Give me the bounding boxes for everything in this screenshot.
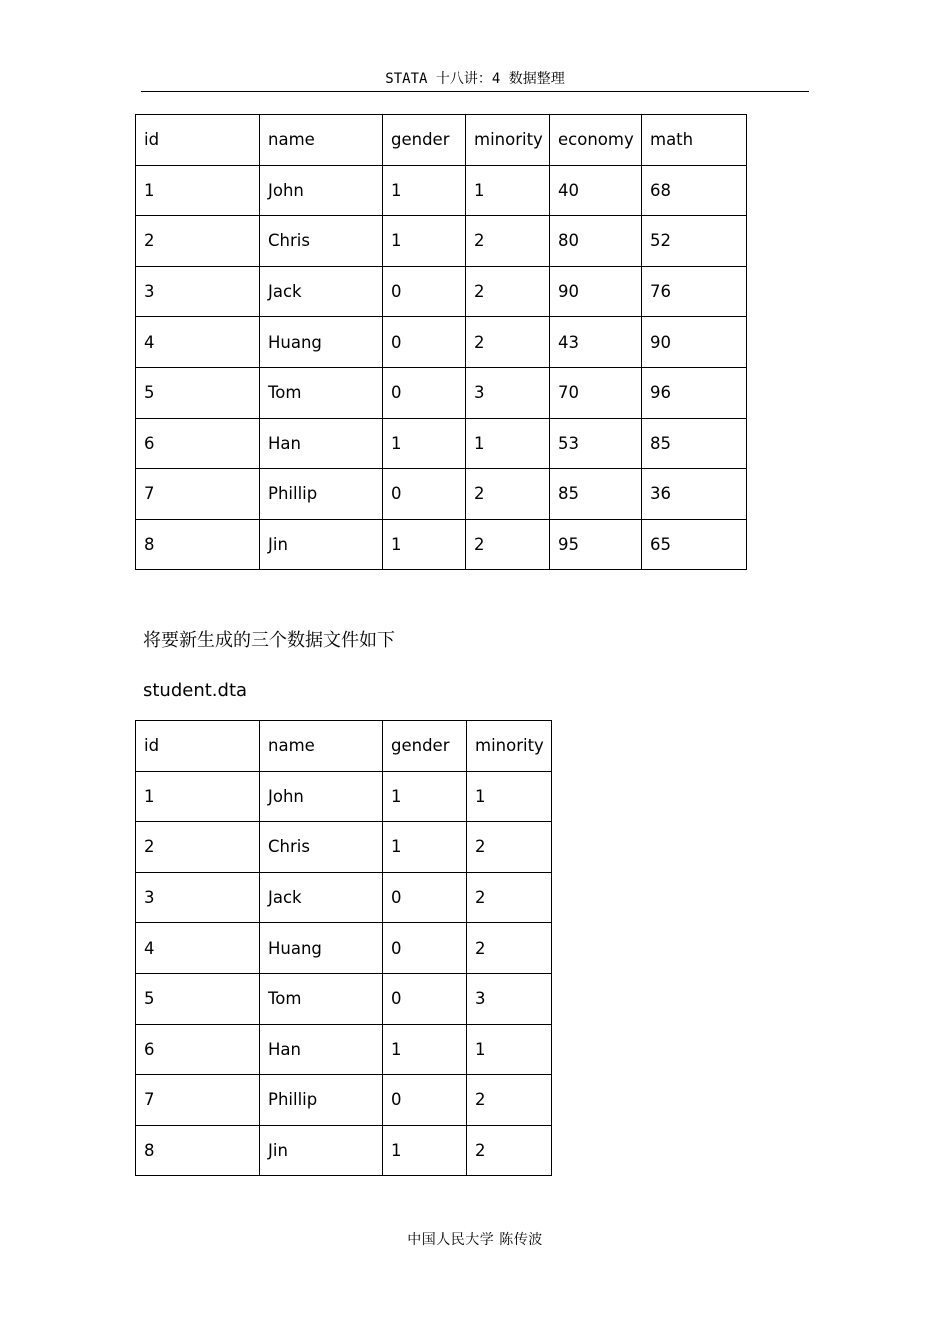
column-header-id: id — [136, 721, 260, 772]
cell-name: Huang — [260, 317, 383, 368]
cell-minority: 2 — [467, 1075, 552, 1126]
cell-gender: 0 — [383, 266, 466, 317]
cell-gender: 1 — [383, 1024, 467, 1075]
cell-minority: 2 — [466, 266, 550, 317]
cell-math: 90 — [642, 317, 747, 368]
cell-math: 52 — [642, 216, 747, 267]
cell-name: John — [260, 165, 383, 216]
column-header-economy: economy — [550, 115, 642, 166]
cell-name: Jack — [260, 872, 383, 923]
table-row — [136, 973, 552, 1024]
cell-name: Huang — [260, 923, 383, 974]
table-header-row — [136, 115, 747, 166]
cell-minority: 3 — [466, 367, 550, 418]
cell-minority: 2 — [466, 469, 550, 520]
cell-gender: 0 — [383, 973, 467, 1024]
cell-id: 8 — [136, 1125, 260, 1176]
cell-economy: 90 — [550, 266, 642, 317]
cell-name: Jin — [260, 1125, 383, 1176]
cell-id: 6 — [136, 1024, 260, 1075]
column-header-id: id — [136, 115, 260, 166]
column-header-gender: gender — [383, 721, 467, 772]
cell-name: Chris — [260, 216, 383, 267]
student-data-table — [135, 720, 552, 1176]
table-row — [136, 519, 747, 570]
table-row — [136, 771, 552, 822]
table-row — [136, 1075, 552, 1126]
table-row — [136, 469, 747, 520]
cell-economy: 85 — [550, 469, 642, 520]
table-row — [136, 822, 552, 873]
cell-math: 76 — [642, 266, 747, 317]
cell-id: 3 — [136, 266, 260, 317]
table-row — [136, 1125, 552, 1176]
cell-minority: 1 — [467, 1024, 552, 1075]
cell-minority: 1 — [466, 165, 550, 216]
cell-gender: 1 — [383, 216, 466, 267]
cell-gender: 0 — [383, 367, 466, 418]
cell-minority: 2 — [467, 1125, 552, 1176]
cell-minority: 2 — [466, 317, 550, 368]
cell-name: Jack — [260, 266, 383, 317]
cell-economy: 95 — [550, 519, 642, 570]
cell-gender: 1 — [383, 165, 466, 216]
cell-minority: 3 — [467, 973, 552, 1024]
cell-name: Han — [260, 418, 383, 469]
column-header-gender: gender — [383, 115, 466, 166]
cell-id: 3 — [136, 872, 260, 923]
cell-id: 5 — [136, 367, 260, 418]
cell-gender: 0 — [383, 469, 466, 520]
column-header-name: name — [260, 115, 383, 166]
cell-economy: 80 — [550, 216, 642, 267]
cell-gender: 0 — [383, 923, 467, 974]
table-row — [136, 317, 747, 368]
table-row — [136, 266, 747, 317]
cell-id: 4 — [136, 317, 260, 368]
table-header-row — [136, 721, 552, 772]
page-header-title: STATA 十八讲：4 数据整理 — [385, 71, 565, 87]
cell-id: 1 — [136, 165, 260, 216]
cell-id: 2 — [136, 216, 260, 267]
intro-paragraph: 将要新生成的三个数据文件如下 — [143, 630, 395, 651]
cell-minority: 2 — [467, 822, 552, 873]
cell-name: Han — [260, 1024, 383, 1075]
cell-gender: 1 — [383, 418, 466, 469]
cell-name: Phillip — [260, 1075, 383, 1126]
file-name-label: student.dta — [143, 680, 248, 701]
table-row — [136, 1024, 552, 1075]
cell-name: Tom — [260, 367, 383, 418]
cell-name: Tom — [260, 973, 383, 1024]
cell-economy: 43 — [550, 317, 642, 368]
header-divider — [141, 91, 809, 92]
cell-minority: 2 — [467, 872, 552, 923]
cell-id: 7 — [136, 1075, 260, 1126]
full-data-table — [135, 114, 747, 570]
cell-name: John — [260, 771, 383, 822]
cell-gender: 1 — [383, 771, 467, 822]
cell-id: 2 — [136, 822, 260, 873]
table-row — [136, 165, 747, 216]
page-footer: 中国人民大学 陈传波 — [407, 1232, 543, 1248]
cell-name: Chris — [260, 822, 383, 873]
cell-id: 1 — [136, 771, 260, 822]
cell-id: 4 — [136, 923, 260, 974]
cell-id: 8 — [136, 519, 260, 570]
cell-gender: 0 — [383, 872, 467, 923]
cell-math: 65 — [642, 519, 747, 570]
cell-math: 96 — [642, 367, 747, 418]
column-header-name: name — [260, 721, 383, 772]
cell-id: 5 — [136, 973, 260, 1024]
table-row — [136, 367, 747, 418]
column-header-minority: minority — [467, 721, 552, 772]
cell-economy: 40 — [550, 165, 642, 216]
cell-minority: 1 — [466, 418, 550, 469]
cell-name: Phillip — [260, 469, 383, 520]
cell-math: 85 — [642, 418, 747, 469]
cell-gender: 1 — [383, 519, 466, 570]
cell-economy: 53 — [550, 418, 642, 469]
cell-minority: 2 — [466, 519, 550, 570]
table-row — [136, 216, 747, 267]
cell-math: 36 — [642, 469, 747, 520]
table-row — [136, 872, 552, 923]
table-row — [136, 923, 552, 974]
cell-name: Jin — [260, 519, 383, 570]
cell-math: 68 — [642, 165, 747, 216]
cell-minority: 1 — [467, 771, 552, 822]
column-header-minority: minority — [466, 115, 550, 166]
table-row — [136, 418, 747, 469]
cell-gender: 0 — [383, 317, 466, 368]
column-header-math: math — [642, 115, 747, 166]
cell-gender: 1 — [383, 1125, 467, 1176]
cell-id: 6 — [136, 418, 260, 469]
cell-gender: 0 — [383, 1075, 467, 1126]
cell-gender: 1 — [383, 822, 467, 873]
cell-minority: 2 — [466, 216, 550, 267]
cell-economy: 70 — [550, 367, 642, 418]
cell-id: 7 — [136, 469, 260, 520]
cell-minority: 2 — [467, 923, 552, 974]
